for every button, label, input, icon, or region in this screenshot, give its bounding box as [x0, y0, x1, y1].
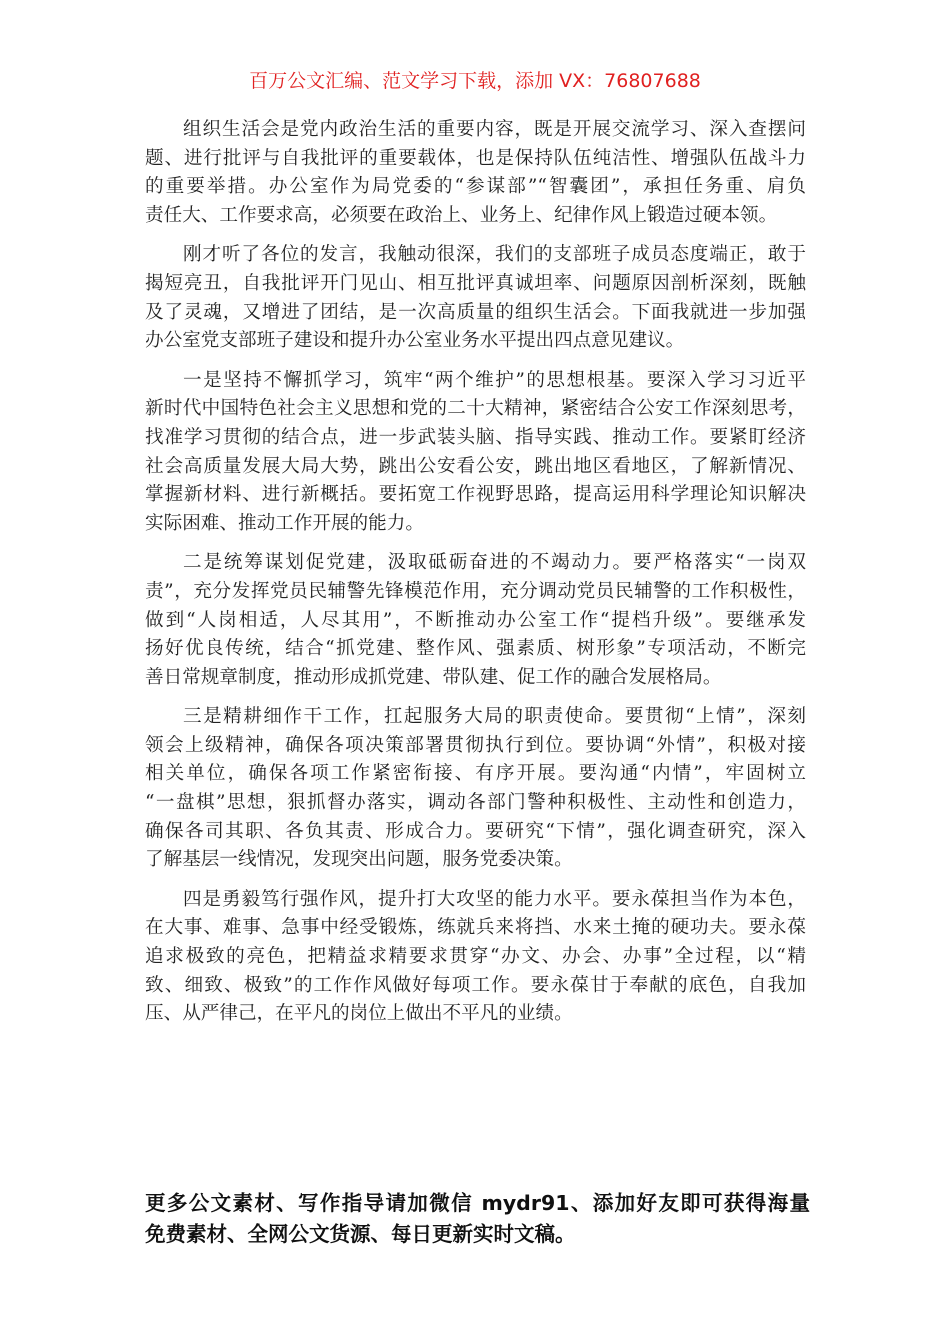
paragraph-line: 相关单位，确保各项工作紧密衔接、有序开展。要沟通“内情”，牢固树立	[145, 763, 806, 785]
paragraph-line: 责”，充分发挥党员民辅警先锋模范作用，充分调动党员民辅警的工作积极性，	[145, 580, 806, 602]
paragraph-line: 二是统筹谋划促党建，汲取砥砺奋进的不竭动力。要严格落实“一岗双	[183, 552, 806, 574]
paragraph-line: 组织生活会是党内政治生活的重要内容，既是开展交流学习、深入查摆问	[183, 119, 806, 140]
paragraph-line: 题、进行批评与自我批评的重要载体，也是保持队伍纯洁性、增强队伍战斗力	[145, 147, 806, 169]
paragraph-line: “一盘棋”思想，狠抓督办落实，调动各部门警种积极性、主动性和创造力，	[145, 792, 806, 814]
paragraph	[145, 367, 806, 539]
paragraph-line: 办公室党支部班子建设和提升办公室业务水平提出四点意见建议。	[145, 330, 685, 352]
paragraph-line: 确保各司其职、各负其责、形成合力。要研究“下情”，强化调查研究，深入	[145, 820, 806, 842]
promo-footer	[145, 1188, 810, 1250]
paragraph-line: 社会高质量发展大局大势，跳出公安看公安，跳出地区看地区，了解新情况、	[145, 455, 806, 477]
paragraph	[145, 703, 806, 875]
paragraph-line: 刚才听了各位的发言，我触动很深，我们的支部班子成员态度端正，敢于	[183, 244, 806, 266]
paragraph-line: 掌握新材料、进行新概括。要拓宽工作视野思路，提高运用科学理论知识解决	[145, 484, 806, 506]
paragraph-line: 新时代中国特色社会主义思想和党的二十大精神，紧密结合公安工作深刻思考，	[145, 398, 806, 420]
paragraph-line: 责任大、工作要求高，必须要在政治上、业务上、纪律作风上锻造过硬本领。	[145, 204, 778, 226]
promo-header: 百万公文汇编、范文学习下载，添加 VX：76807688	[249, 70, 701, 92]
paragraph-line: 扬好优良传统，结合“抓党建、整作风、强素质、树形象”专项活动，不断完	[145, 638, 806, 660]
paragraph	[145, 116, 806, 230]
paragraph	[145, 549, 806, 692]
paragraph-line: 一是坚持不懈抓学习，筑牢“两个维护”的思想根基。要深入学习习近平	[183, 369, 806, 391]
paragraph-line: 压、从严律己，在平凡的岗位上做出不平凡的业绩。	[145, 1003, 573, 1025]
paragraph-line: 实际困难、推动工作开展的能力。	[145, 512, 424, 534]
paragraph-line: 做到“人岗相适，人尽其用”，不断推动办公室工作“提档升级”。要继承发	[145, 609, 806, 631]
paragraph-line: 了解基层一线情况，发现突出问题，服务党委决策。	[145, 849, 573, 871]
paragraph-line: 追求极致的亮色，把精益求精要求贯穿“办文、办会、办事”全过程，以“精	[145, 946, 806, 968]
paragraph-line: 致、细致、极致”的工作作风做好每项工作。要永葆甘于奉献的底色，自我加	[145, 974, 806, 996]
paragraph-line: 三是精耕细作干工作，扛起服务大局的职责使命。要贯彻“上情”，深刻	[183, 706, 806, 728]
paragraph	[145, 886, 806, 1029]
paragraph-line: 四是勇毅笃行强作风，提升打大攻坚的能力水平。要永葆担当作为本色，	[183, 888, 806, 910]
paragraph	[145, 241, 806, 355]
footer-line: 更多公文素材、写作指导请加微信 mydr91、添加好友即可获得海量	[145, 1191, 810, 1215]
paragraph-line: 的重要举措。办公室作为局党委的“参谋部”“智囊团”，承担任务重、肩负	[145, 176, 806, 198]
paragraph-line: 领会上级精神，确保各项决策部署贯彻执行到位。要协调“外情”，积极对接	[145, 734, 806, 756]
paragraph-line: 揭短亮丑，自我批评开门见山、相互批评真诚坦率、问题原因剖析深刻，既触	[145, 272, 806, 294]
paragraph-line: 在大事、难事、急事中经受锻炼，练就兵来将挡、水来土掩的硬功夫。要永葆	[145, 917, 806, 939]
paragraph-line: 及了灵魂，又增进了团结，是一次高质量的组织生活会。下面我就进一步加强	[145, 301, 806, 323]
document-body	[145, 116, 806, 1040]
paragraph-line: 善日常规章制度，推动形成抓党建、带队建、促工作的融合发展格局。	[145, 666, 722, 688]
footer-line: 免费素材、全网公文货源、每日更新实时文稿。	[145, 1222, 576, 1246]
paragraph-line: 找准学习贯彻的结合点，进一步武装头脑、指导实践、推动工作。要紧盯经济	[145, 426, 806, 448]
